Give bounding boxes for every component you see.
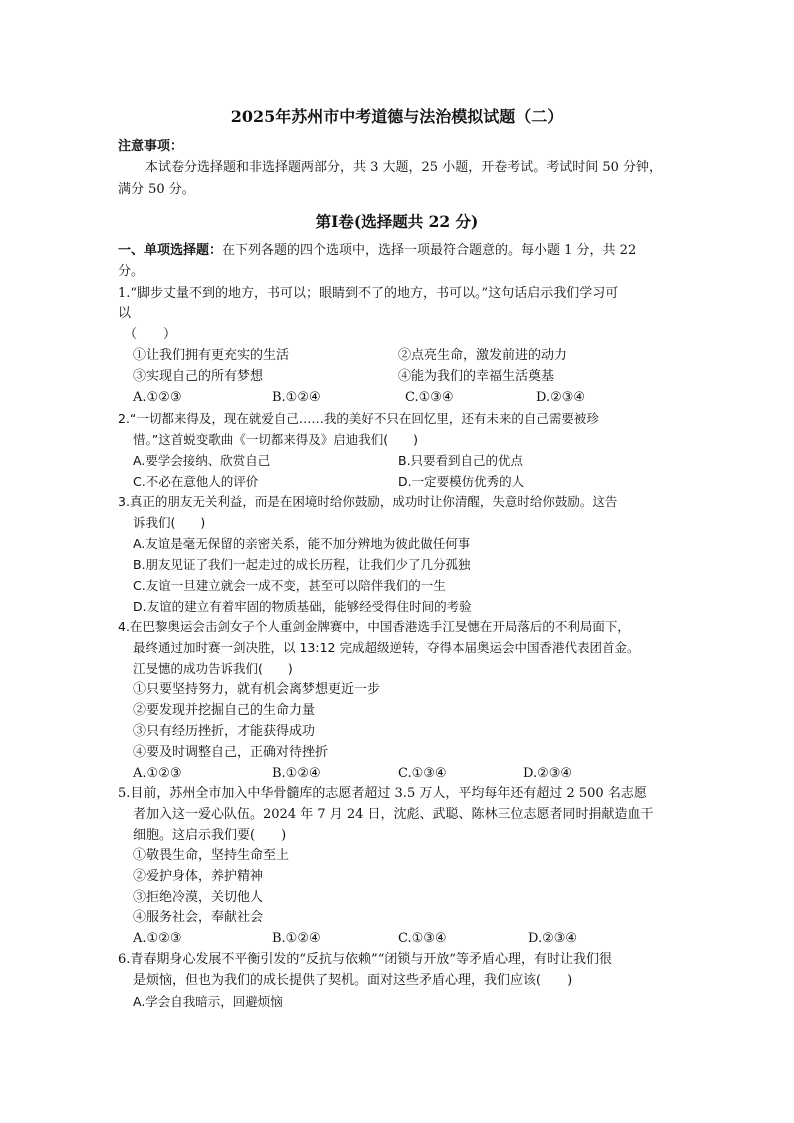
q5-statement-2: ②爱护身体，养护精神 — [133, 869, 264, 884]
q4-option-a: A.①②③ — [133, 766, 182, 781]
q3-option-b: B.朋友见证了我们一起走过的成长历程，让我们少了几分孤独 — [133, 557, 471, 572]
q4-statement-4: ④要及时调整自己，正确对待挫折 — [133, 745, 329, 760]
q1-answer-blank: （ ） — [124, 327, 177, 342]
q6-stem-line-2: 是烦恼，但也为我们的成长提供了契机。面对这些矛盾心理，我们应该( ) — [133, 973, 573, 988]
q2-stem-line-2: 惜。”这首蜕变歌曲《一切都来得及》启迪我们( ) — [133, 432, 418, 447]
q3-stem-line-2: 诉我们( ) — [133, 515, 206, 530]
q5-stem-line-3: 细胞。这启示我们要( ) — [133, 828, 287, 843]
q1-option-c: C.①③④ — [405, 390, 454, 405]
part-one-intro — [118, 241, 636, 261]
q4-option-d: D.②③④ — [523, 766, 573, 781]
q1-statement-4: ④能为我们的幸福生活奠基 — [398, 369, 555, 384]
part-one-heading: 一、单项选择题： — [118, 243, 223, 258]
q4-statement-3: ③只有经历挫折，才能获得成功 — [133, 724, 316, 739]
q4-statement-1: ①只要坚持努力，就有机会离梦想更近一步 — [133, 682, 381, 697]
q5-statement-4: ④服务社会，奉献社会 — [133, 910, 264, 925]
q4-stem-line-3: 江旻憓的成功告诉我们( ) — [133, 661, 293, 676]
section-title: 第Ⅰ卷(选择题共 22 分) — [315, 212, 479, 231]
q1-statement-1: ①让我们拥有更充实的生活 — [133, 348, 290, 363]
q5-statement-1: ①敬畏生命，坚持生命至上 — [133, 848, 290, 863]
q5-option-a: A.①②③ — [133, 931, 182, 946]
q5-option-b: B.①②④ — [272, 931, 321, 946]
q2-option-b: B.只要看到自己的优点 — [398, 453, 524, 468]
q1-stem-line-2: 以 — [118, 306, 132, 321]
q4-option-b: B.①②④ — [272, 766, 321, 781]
q5-stem-line-1: 5.目前，苏州全市加入中华骨髓库的志愿者超过 3.5 万人，平均每年还有超过 2 500 名志愿 — [118, 786, 647, 801]
q5-statement-3: ③拒绝冷漠，关切他人 — [133, 890, 264, 905]
q1-option-b: B.①②④ — [272, 390, 321, 405]
notice-heading: 注意事项： — [118, 139, 184, 154]
q4-statement-2: ②要发现并挖掘自己的生命力量 — [133, 703, 316, 718]
q4-option-c: C.①③④ — [398, 766, 447, 781]
notice-line-1: 本试卷分选择题和非选择题两部分，共 3 大题，25 小题，开卷考试。考试时间 50 分钟， — [145, 160, 663, 175]
q4-stem-line-1: 4.在巴黎奥运会击剑女子个人重剑金牌赛中，中国香港选手江旻憓在开局落后的不利局面下， — [118, 619, 630, 634]
q3-stem-line-1: 3.真正的朋友无关利益，而是在困境时给你鼓励，成功时让你清醒，失意时给你鼓励。这告 — [118, 494, 618, 509]
q2-option-d: D.一定要模仿优秀的人 — [398, 474, 525, 489]
q3-option-a: A.友谊是毫无保留的亲密关系，能不加分辨地为彼此做任何事 — [133, 536, 471, 551]
q1-statement-2: ②点亮生命，激发前进的动力 — [398, 348, 568, 363]
part-one-intro-text: 在下列各题的四个选项中，选择一项最符合题意的。每小题 1 分，共 22 — [222, 243, 637, 258]
q2-option-c: C.不必在意他人的评价 — [133, 474, 259, 489]
notice-line-2: 满分 50 分。 — [118, 182, 195, 197]
q6-stem-line-1: 6.青春期身心发展不平衡引发的“反抗与依赖”“闭锁与开放”等矛盾心理，有时让我们很 — [118, 952, 612, 967]
q6-option-a: A.学会自我暗示，回避烦恼 — [133, 994, 283, 1009]
q2-stem-line-1: 2.“一切都来得及，现在就爱自己……我的美好不只在回忆里，还有未来的自己需要被珍 — [118, 411, 599, 426]
q3-option-c: C.友谊一旦建立就会一成不变，甚至可以陪伴我们的一生 — [133, 578, 446, 593]
exam-title: 2025年苏州市中考道德与法治模拟试题（二） — [230, 107, 564, 126]
q1-option-d: D.②③④ — [536, 390, 586, 405]
q1-option-a: A.①②③ — [133, 390, 182, 405]
q1-statement-3: ③实现自己的所有梦想 — [133, 369, 264, 384]
part-one-intro-line-2: 分。 — [118, 264, 145, 279]
q3-option-d: D.友谊的建立有着牢固的物质基础，能够经受得住时间的考验 — [133, 599, 472, 614]
q5-option-c: C.①③④ — [398, 931, 447, 946]
q5-stem-line-2: 者加入这一爱心队伍。2024 年 7 月 24 日，沈彪、武聪、陈林三位志愿者同时捐献造血干 — [133, 807, 654, 822]
q4-stem-line-2: 最终通过加时赛一剑决胜，以 13:12 完成超级逆转，夺得本届奥运会中国香港代表团首金。 — [133, 640, 640, 655]
q5-option-d: D.②③④ — [528, 931, 578, 946]
q1-stem-line-1: 1.“脚步丈量不到的地方，书可以；眼睛到不了的地方，书可以。”这句话启示我们学习可 — [118, 286, 619, 301]
q2-option-a: A.要学会接纳、欣赏自己 — [133, 453, 271, 468]
